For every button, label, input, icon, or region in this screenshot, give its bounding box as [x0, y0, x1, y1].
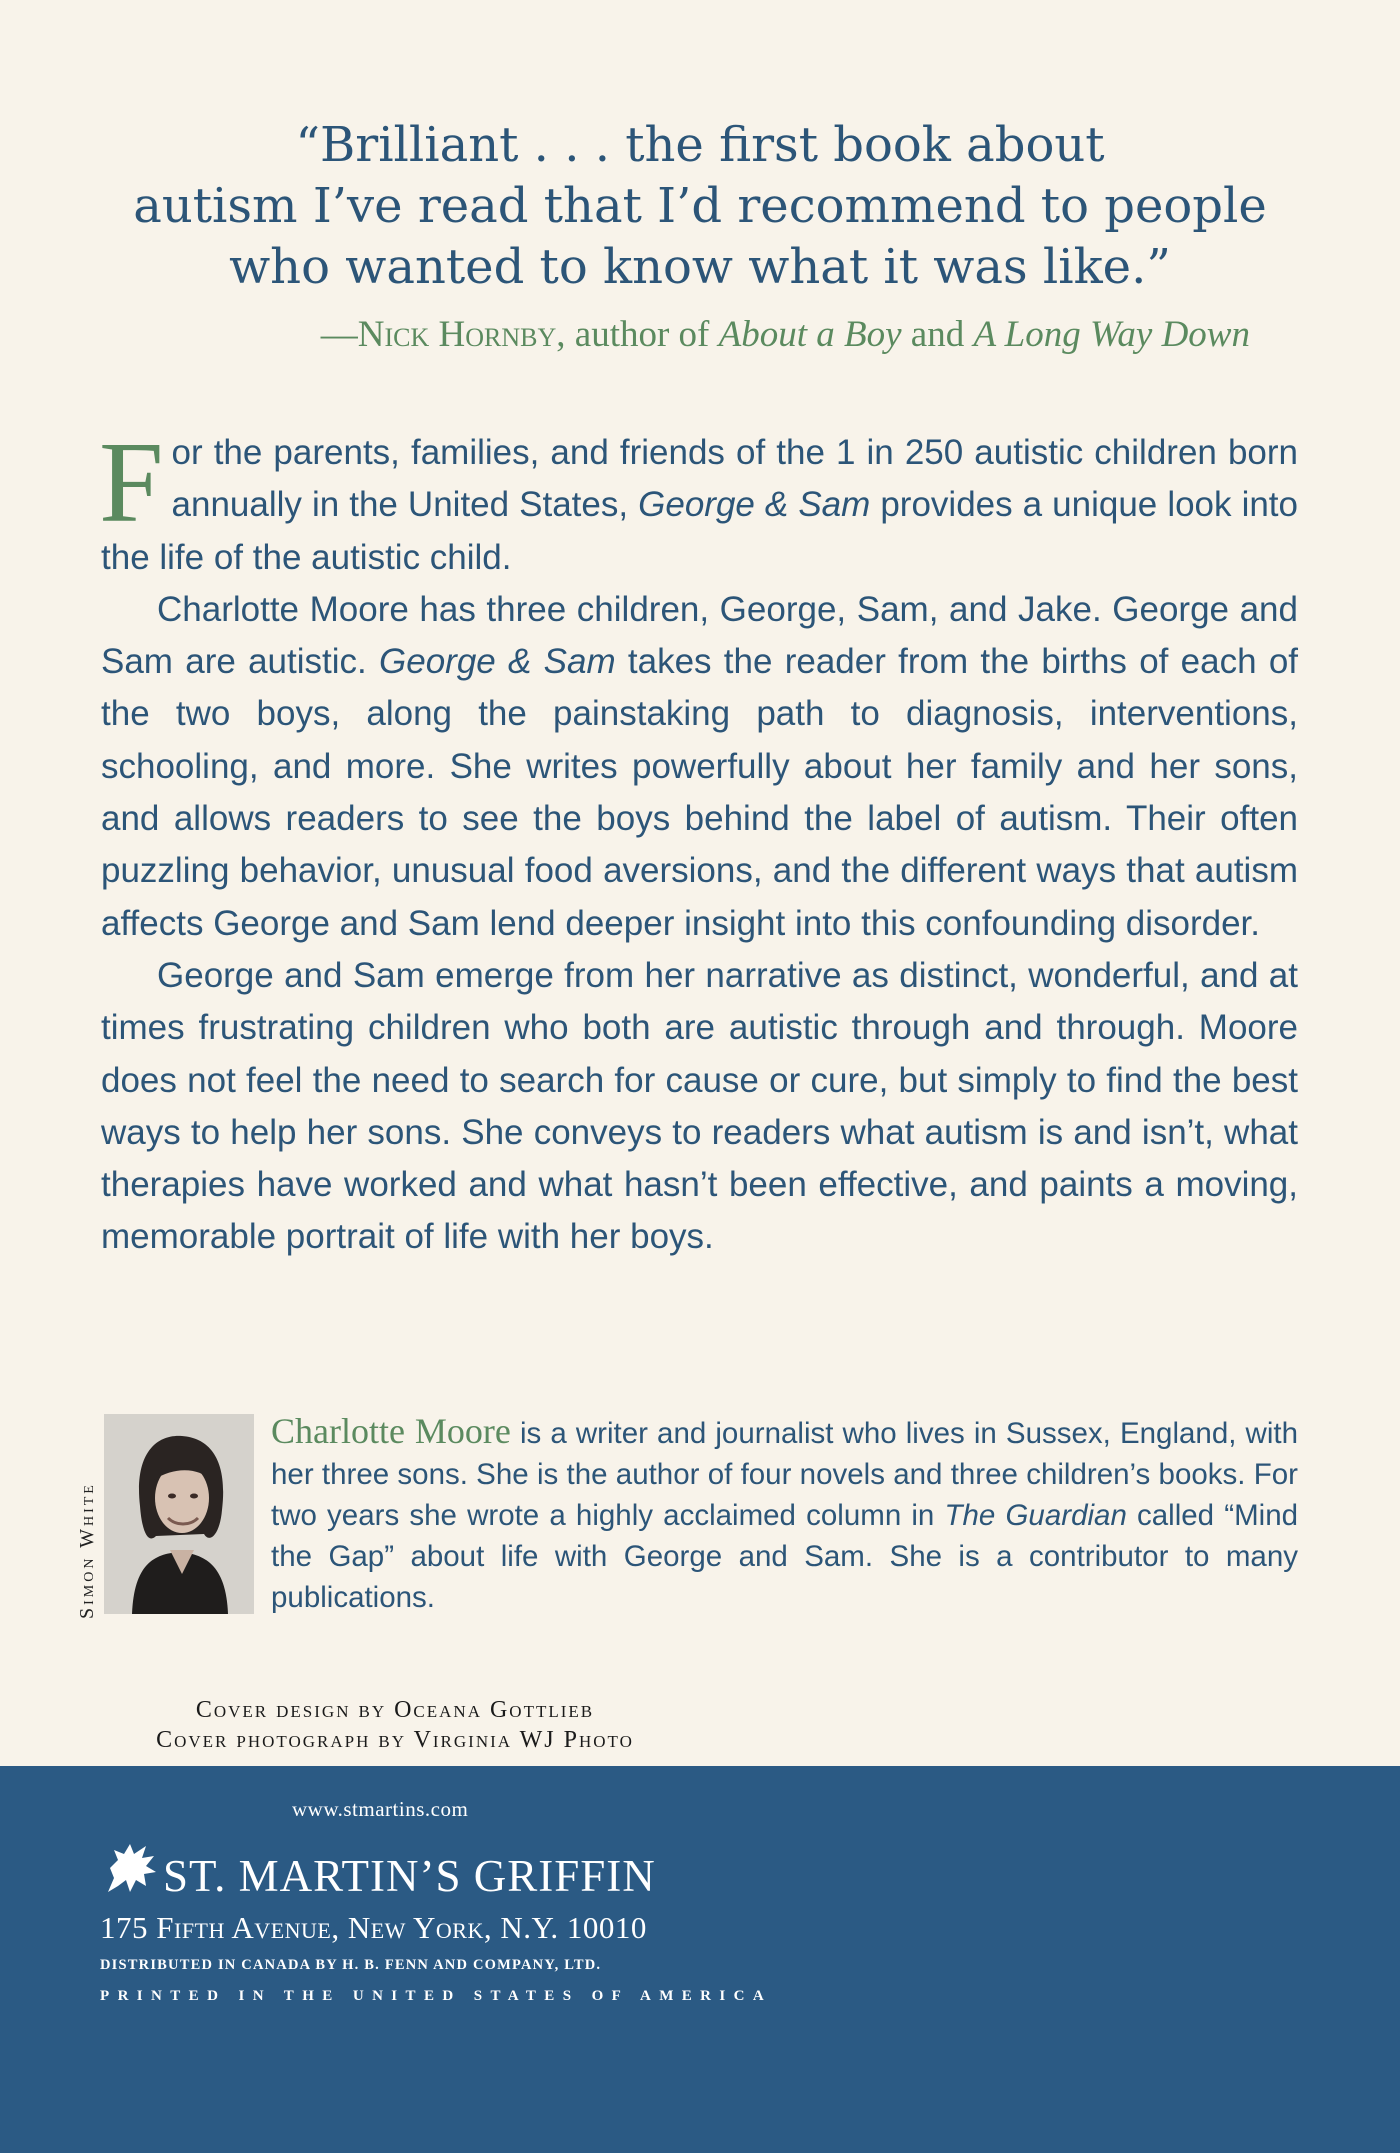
attribution-author: Nick Hornby [357, 314, 557, 355]
publisher-name: ST. MARTIN’S GRIFFIN [163, 1851, 656, 1901]
bio-text-end: called “Mind the Gap” about life with George and Sam. She is a contributor to many publications. [271, 1499, 1299, 1614]
description-p1-title: George & Sam [638, 485, 871, 525]
author-name: Charlotte Moore [271, 1411, 511, 1451]
description-p2-start: Charlotte Moore has three children, George, Sam, and Jake. George and Sam are autistic. [101, 589, 1298, 682]
description-paragraph-2 [101, 584, 1298, 950]
bio-text-start: is a writer and journalist who lives in Sussex, England, with her three sons. She is the author of four novels and three children’s books. For two years she wrote a highly acclaimed column in [271, 1417, 1298, 1532]
description-p2-title: George & Sam [379, 642, 616, 682]
drop-cap: F [99, 419, 164, 547]
attribution-author-of: , author of [556, 314, 719, 355]
description-p1-start: or the parents, families, and friends of the 1 in 250 autistic children born annually in the United States, [171, 433, 1298, 525]
cover-credits [110, 1695, 680, 1755]
attribution-and: and [901, 314, 974, 355]
author-photo [104, 1414, 254, 1614]
publisher-url[interactable]: www.stmartins.com [292, 1797, 469, 1821]
printed-note: PRINTED IN THE UNITED STATES OF AMERICA [100, 1988, 773, 2004]
cover-design-credit: Cover design by Oceana Gottlieb [195, 1697, 595, 1723]
description-p1-end: provides a unique look into the life of the autistic child. [101, 485, 1299, 577]
publisher-address: 175 Fifth Avenue, New York, N.Y. 10010 [100, 1910, 647, 1945]
quote-attribution [110, 305, 1250, 365]
description-paragraph-3: George and Sam emerge from her narrative as distinct, wonderful, and at times frustrating children who both are autistic through and through. Moore does not feel the need to search for cause or cure, but simply to find the best ways to help her sons. She conveys to readers what autism is and isn’t, what therapies have worked and what hasn’t been effective, and paints a moving, memorable portrait of life with her boys. [101, 955, 1298, 1257]
author-portrait-image [104, 1414, 254, 1614]
attribution-book-1: About a Boy [718, 314, 902, 355]
description-paragraph-1 [99, 419, 1299, 584]
author-bio [271, 1411, 1298, 1618]
attribution-book-2: A Long Way Down [973, 314, 1250, 355]
cover-photo-credit: Cover photograph by Virginia WJ Photo [156, 1727, 634, 1753]
attribution-dash: — [320, 314, 358, 355]
quote-line-1: “Brilliant . . . the first book about [295, 117, 1105, 173]
book-description [99, 419, 1299, 1264]
quote-line-3: who wanted to know what it was like.” [229, 239, 1171, 295]
griffin-icon [100, 1838, 162, 1896]
description-p2-end: takes the reader from the births of each of the two boys, along the painstaking path to diagnosis, interventions, schooling, and more. She writes powerfully about her family and her sons, and allows readers to see the boys behind the label of autism. Their often puzzling behavior, unusual food aversions, and the different ways that autism affects George and Sam lend deeper insight into this confounding disorder. [101, 642, 1299, 943]
review-quote [100, 115, 1300, 298]
distribution-note: DISTRIBUTED IN CANADA BY H. B. FENN AND COMPANY, LTD. [100, 1957, 602, 1973]
photo-credit: Simon White [76, 1482, 98, 1619]
bio-publication: The Guardian [944, 1499, 1127, 1532]
quote-line-2: autism I’ve read that I’d recommend to people [133, 178, 1267, 234]
